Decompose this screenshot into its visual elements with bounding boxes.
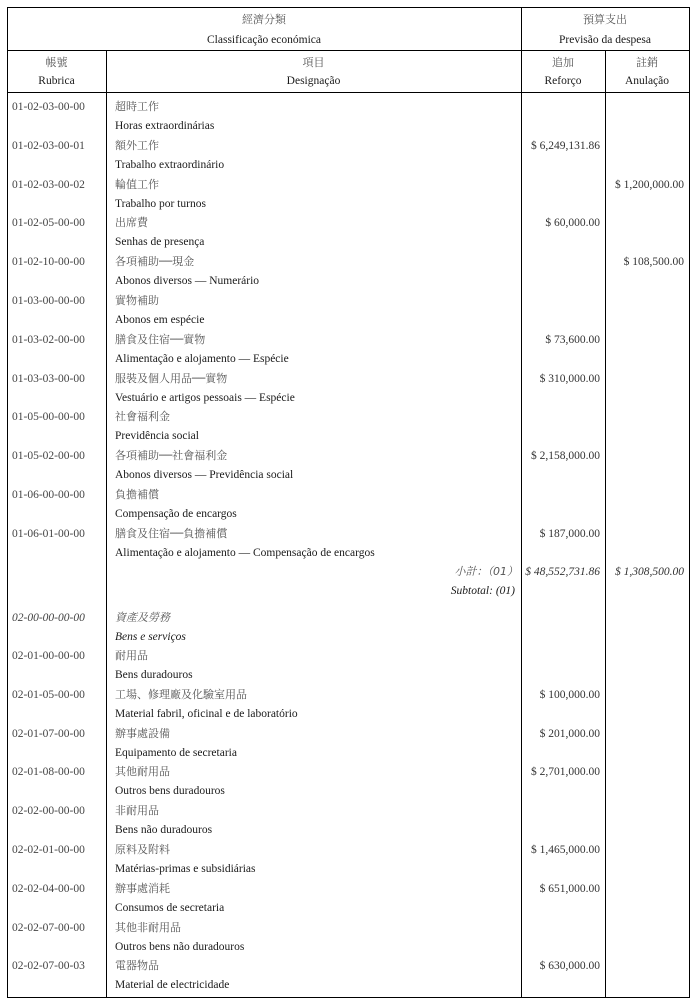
row-code: 02-01-08-00-00 (12, 766, 85, 778)
header-reforco-zh: 追加 (552, 56, 574, 69)
table-top-border (7, 7, 690, 8)
row-code: 01-03-00-00-00 (12, 295, 85, 307)
row-designation-pt: Abonos em espécie (115, 314, 205, 326)
row-code: 01-05-02-00-00 (12, 450, 85, 462)
row-anulacao: $ 108,500.00 (623, 256, 684, 268)
row-reforco: $ 6,249,131.86 (531, 140, 600, 152)
row-designation-zh: 非耐用品 (115, 804, 159, 817)
row-designation-zh: 電器物品 (115, 959, 159, 972)
row-designation-pt: Senhas de presença (115, 236, 205, 248)
row-designation-zh: 其他耐用品 (115, 765, 170, 778)
row-designation-pt: Material de electricidade (115, 979, 230, 991)
subtotal-label-zh: 小計：（01） (454, 565, 518, 578)
row-code: 01-02-03-00-00 (12, 101, 85, 113)
header-designation-pt: Designação (286, 75, 341, 87)
row-reforco: $ 630,000.00 (539, 960, 600, 972)
row-designation-zh: 各項補助──社會福利金 (115, 449, 228, 462)
row-designation-pt: Trabalho extraordinário (115, 159, 225, 171)
table-bottom-border (7, 997, 690, 998)
row-designation-zh: 額外工作 (115, 139, 159, 152)
row-code: 02-02-07-00-00 (12, 922, 85, 934)
row-reforco: $ 310,000.00 (539, 373, 600, 385)
row-code: 01-06-00-00-00 (12, 489, 85, 501)
row-code: 01-05-00-00-00 (12, 411, 85, 423)
header-classification-pt: Classificação económica (207, 34, 321, 46)
header-rubric-zh: 帳號 (45, 56, 68, 69)
row-code: 01-02-10-00-00 (12, 256, 85, 268)
row-designation-zh: 實物補助 (115, 294, 159, 307)
row-designation-zh: 耐用品 (115, 649, 148, 662)
row-code: 01-02-03-00-01 (12, 140, 85, 152)
row-designation-pt: Consumos de secretaria (115, 902, 225, 914)
row-code: 02-01-05-00-00 (12, 689, 85, 701)
row-code: 01-02-03-00-02 (12, 179, 85, 191)
row-reforco: $ 100,000.00 (539, 689, 600, 701)
header-divider-1 (7, 50, 690, 51)
table-right-border (689, 7, 690, 998)
row-designation-pt: Previdência social (115, 430, 199, 442)
header-designation-zh: 項目 (302, 56, 325, 69)
row-designation-pt: Bens não duradouros (115, 824, 213, 836)
row-reforco: $ 187,000.00 (539, 528, 600, 540)
row-designation-zh: 各項補助──現金 (115, 255, 195, 268)
row-designation-zh: 出席費 (115, 216, 148, 229)
row-designation-zh: 輪值工作 (115, 178, 159, 191)
header-classification-zh: 經濟分類 (242, 13, 286, 26)
row-code: 02-01-00-00-00 (12, 650, 85, 662)
row-designation-pt: Alimentação e alojamento — Compensação de encargos (115, 547, 375, 559)
row-designation-zh: 原料及附料 (115, 843, 170, 856)
row-designation-pt: Trabalho por turnos (115, 198, 206, 210)
row-designation-pt: Abonos diversos — Previdência social (115, 469, 294, 481)
row-designation-pt: Vestuário e artigos pessoais — Espécie (115, 392, 295, 404)
section-code: 02-00-00-00-00 (12, 612, 85, 624)
row-designation-zh: 辦事處設備 (115, 727, 170, 740)
row-code: 01-06-01-00-00 (12, 528, 85, 540)
subtotal-label-pt: Subtotal: (01) (450, 585, 515, 597)
row-designation-zh: 社會福利金 (115, 410, 170, 423)
header-divider-2 (7, 92, 690, 93)
row-code: 01-03-02-00-00 (12, 334, 85, 346)
row-designation-zh: 其他非耐用品 (115, 921, 181, 934)
row-code: 02-01-07-00-00 (12, 728, 85, 740)
header-budget-pt: Previsão da despesa (559, 34, 651, 46)
row-reforco: $ 60,000.00 (545, 217, 600, 229)
row-reforco: $ 201,000.00 (539, 728, 600, 740)
row-reforco: $ 651,000.00 (539, 883, 600, 895)
row-designation-zh: 膳食及住宿──實物 (115, 333, 206, 346)
header-reforco-pt: Reforço (544, 75, 582, 87)
header-anulacao-zh: 註銷 (636, 56, 658, 69)
row-designation-pt: Abonos diversos — Numerário (115, 275, 260, 287)
row-designation-pt: Bens duradouros (115, 669, 193, 681)
section-title-pt: Bens e serviços (115, 631, 186, 643)
row-designation-pt: Compensação de encargos (115, 508, 237, 520)
col-divider-rubric (106, 50, 107, 998)
row-designation-pt: Equipamento de secretaria (115, 747, 237, 759)
row-code: 02-02-00-00-00 (12, 805, 85, 817)
row-code: 02-02-01-00-00 (12, 844, 85, 856)
row-designation-pt: Material fabril, oficinal e de laboratório (115, 708, 298, 720)
col-divider-reforco (605, 50, 606, 998)
row-designation-zh: 超時工作 (115, 100, 159, 113)
header-rubric-pt: Rubrica (38, 75, 75, 87)
row-designation-zh: 辦事處消耗 (115, 882, 170, 895)
header-anulacao-pt: Anulação (624, 75, 670, 87)
row-code: 02-02-07-00-03 (12, 960, 85, 972)
subtotal-reforco: $ 48,552,731.86 (525, 566, 600, 578)
row-reforco: $ 2,701,000.00 (531, 766, 600, 778)
row-designation-zh: 膳食及住宿──負擔補償 (115, 527, 228, 540)
table-left-border (7, 7, 8, 998)
row-designation-pt: Outros bens não duradouros (115, 941, 245, 953)
subtotal-anulacao: $ 1,308,500.00 (615, 566, 684, 578)
row-code: 01-02-05-00-00 (12, 217, 85, 229)
row-designation-pt: Outros bens duradouros (115, 785, 225, 797)
row-anulacao: $ 1,200,000.00 (615, 179, 684, 191)
row-reforco: $ 1,465,000.00 (531, 844, 600, 856)
row-designation-pt: Matérias-primas e subsidiárias (115, 863, 256, 875)
header-budget-zh: 預算支出 (583, 13, 627, 26)
row-designation-zh: 工場、修理廠及化驗室用品 (115, 688, 247, 701)
row-designation-zh: 服裝及個人用品──實物 (115, 372, 228, 385)
row-code: 01-03-03-00-00 (12, 373, 85, 385)
row-designation-pt: Horas extraordinárias (115, 120, 215, 132)
row-designation-zh: 負擔補償 (115, 488, 159, 501)
row-reforco: $ 73,600.00 (545, 334, 600, 346)
section-title-zh: 資產及勞務 (115, 611, 170, 624)
row-reforco: $ 2,158,000.00 (531, 450, 600, 462)
row-designation-pt: Alimentação e alojamento — Espécie (115, 353, 289, 365)
row-code: 02-02-04-00-00 (12, 883, 85, 895)
